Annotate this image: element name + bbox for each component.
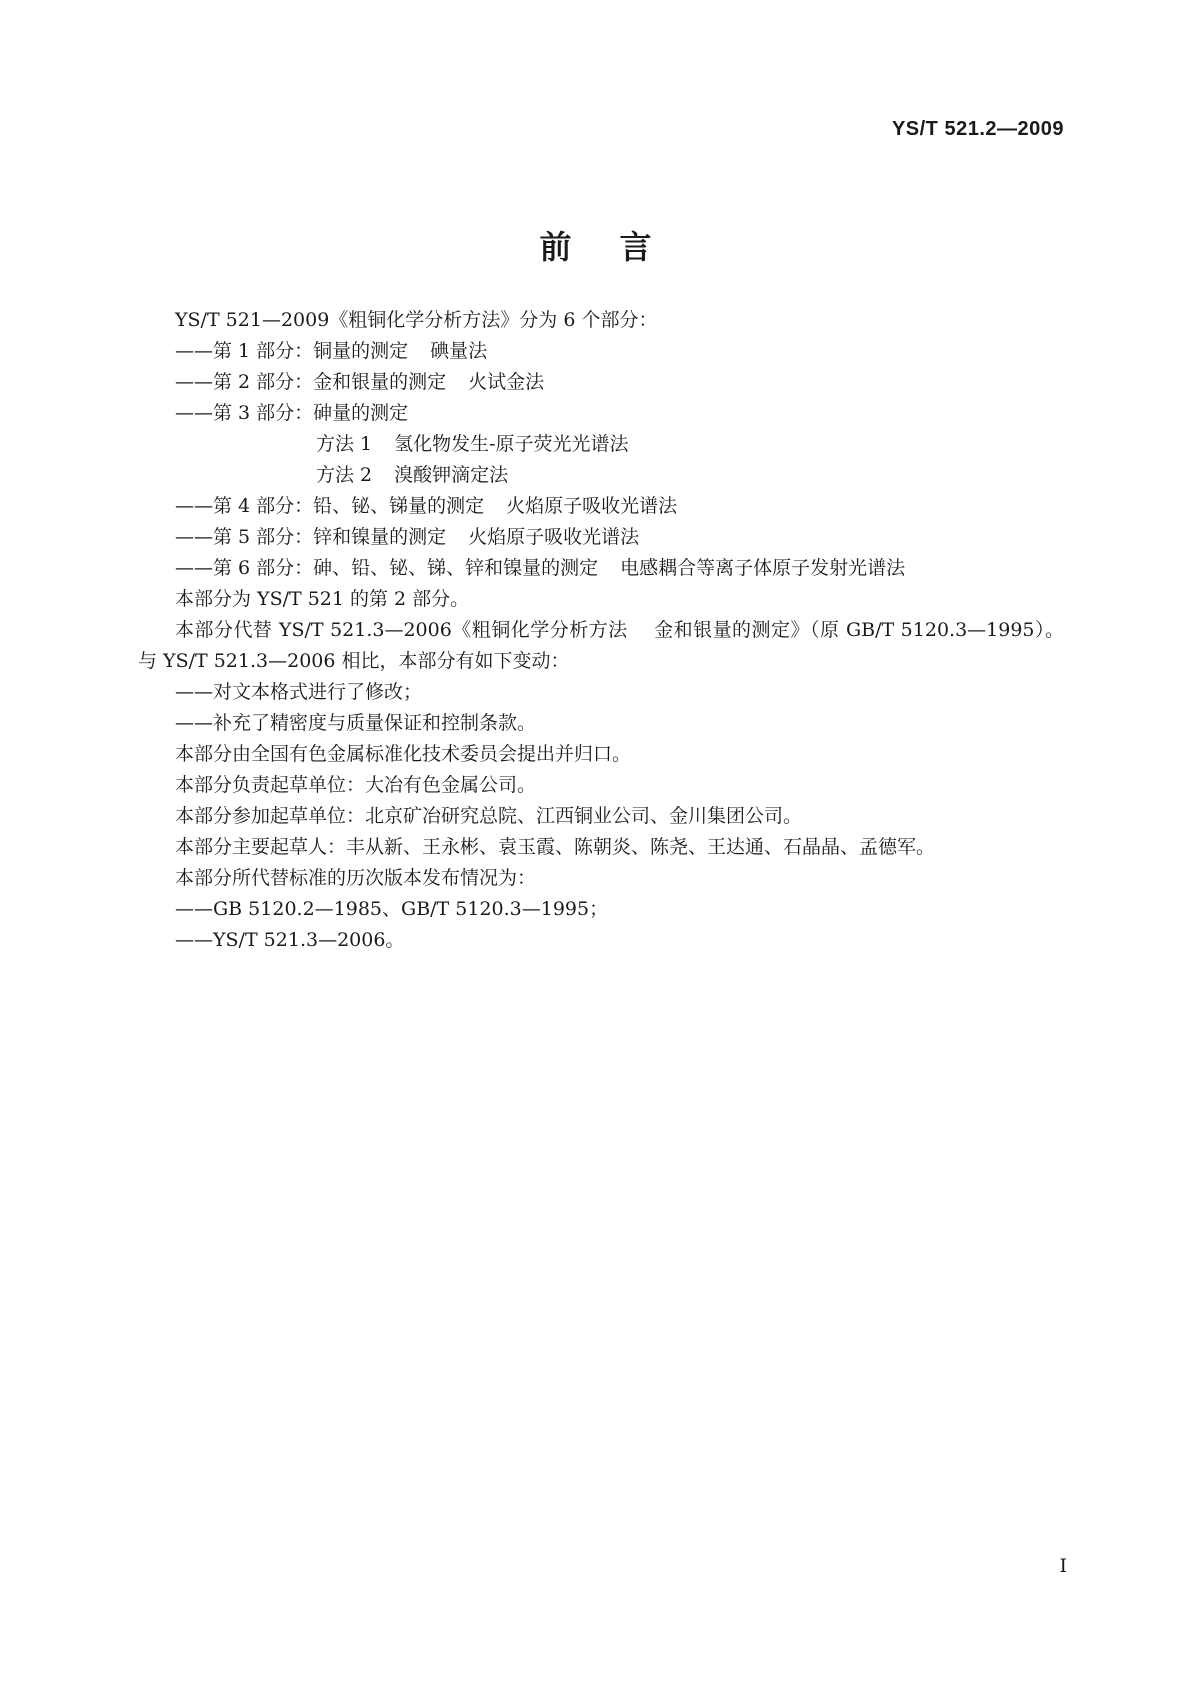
foreword-body (138, 305, 1064, 956)
part-of-paragraph: 本部分为 YS/T 521 的第 2 部分。 (175, 588, 470, 610)
part-label: ——第 5 部分：锌和镍量的测定 (175, 526, 447, 548)
drafters-paragraph: 本部分主要起草人：丰从新、王永彬、袁玉霞、陈朝炎、陈尧、王达通、石晶晶、孟德军。 (175, 836, 936, 858)
part-label: ——第 2 部分：金和银量的测定 (175, 371, 447, 393)
change-item: ——对文本格式进行了修改； (175, 681, 423, 703)
part-method: 电感耦合等离子体原子发射光谱法 (620, 557, 906, 579)
standard-code: YS/T 521.2—2009 (891, 118, 1064, 140)
history-paragraph: 本部分所代替标准的历次版本发布情况为： (175, 867, 537, 889)
part-method: 碘量法 (430, 340, 488, 362)
list-item-part-5 (138, 522, 1064, 553)
replacement-text-b: 金和银量的测定》（原 GB/T 5120.3—1995）。与 YS/T 521.3—2006 相比，本部分有如下变动： (138, 619, 1064, 672)
list-item-method-1 (138, 429, 1064, 460)
intro-paragraph: YS/T 521—2009《粗铜化学分析方法》分为 6 个部分： (175, 309, 658, 331)
replacement-paragraph (138, 615, 1064, 677)
method-name: 氢化物发生-原子荧光光谱法 (394, 433, 629, 455)
part-label: ——第 1 部分：铜量的测定 (175, 340, 409, 362)
part-label: ——第 4 部分：铅、铋、锑量的测定 (175, 495, 485, 517)
part-label: ——第 3 部分：砷量的测定 (175, 402, 409, 424)
history-item: ——YS/T 521.3—2006。 (175, 929, 405, 951)
list-item-part-4 (138, 491, 1064, 522)
method-label: 方法 1 (316, 433, 373, 455)
method-label: 方法 2 (316, 464, 373, 486)
part-label: ——第 6 部分：砷、铅、铋、锑、锌和镍量的测定 (175, 557, 599, 579)
responsible-paragraph: 本部分负责起草单位：大冶有色金属公司。 (175, 774, 537, 796)
page-number: I (1059, 1555, 1067, 1577)
change-item: ——补充了精密度与质量保证和控制条款。 (175, 712, 537, 734)
participating-paragraph: 本部分参加起草单位：北京矿冶研究总院、江西铜业公司、金川集团公司。 (175, 805, 803, 827)
method-name: 溴酸钾滴定法 (394, 464, 509, 486)
replacement-text-a: 本部分代替 YS/T 521.3—2006《粗铜化学分析方法 (175, 619, 628, 641)
list-item-part-3 (138, 398, 1064, 429)
part-method: 火试金法 (468, 371, 545, 393)
list-item-part-1 (138, 336, 1064, 367)
list-item-method-2 (138, 460, 1064, 491)
page-title: 前言 (539, 228, 700, 266)
list-item-part-2 (138, 367, 1064, 398)
list-item-part-6 (138, 553, 1064, 584)
proposed-paragraph: 本部分由全国有色金属标准化技术委员会提出并归口。 (175, 743, 632, 765)
part-method: 火焰原子吸收光谱法 (468, 526, 640, 548)
part-method: 火焰原子吸收光谱法 (506, 495, 678, 517)
history-item: ——GB 5120.2—1985、GB/T 5120.3—1995； (175, 898, 609, 920)
